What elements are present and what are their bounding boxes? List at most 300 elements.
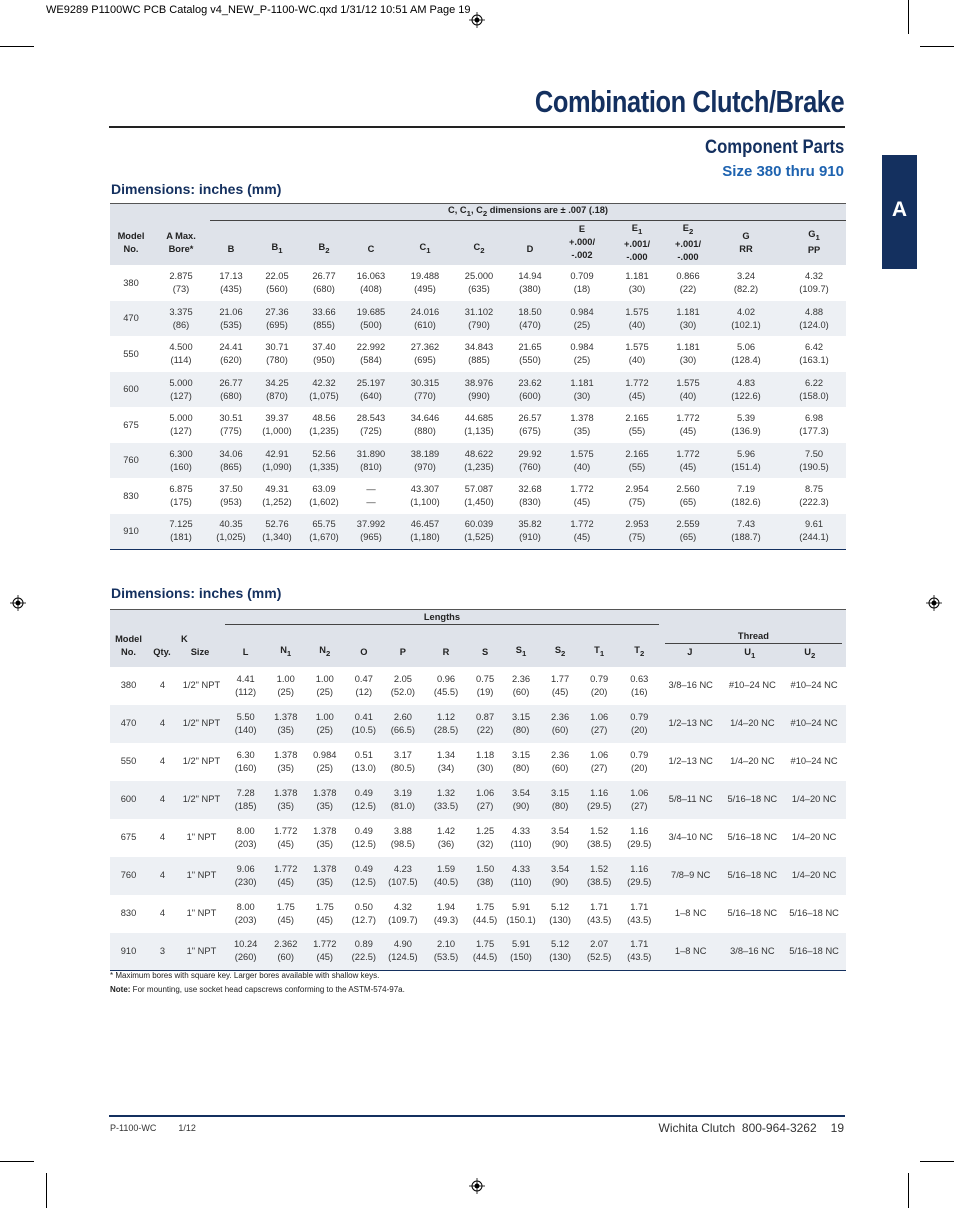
value-mm: (158.0) — [799, 390, 829, 401]
value-inch: 1.77 — [551, 673, 570, 684]
value-mm: (953) — [220, 497, 242, 508]
table-cell: 910 — [110, 933, 147, 971]
col-u2: $U_2$ — [804, 646, 816, 660]
table-cell — [504, 336, 556, 372]
value-inch: 33.66 — [312, 306, 336, 317]
table-cell — [579, 933, 620, 971]
value-inch: 0.49 — [354, 787, 373, 798]
table-cell — [454, 336, 504, 372]
table-cell: 1/4–20 NC — [791, 832, 837, 842]
table-cell — [470, 857, 501, 895]
value-mm: (28.5) — [433, 724, 459, 735]
value-inch: 1.25 — [476, 825, 495, 836]
value-mm: (151.4) — [731, 461, 761, 472]
value-inch: 2.07 — [590, 939, 609, 950]
value-mm: (102.1) — [731, 319, 761, 330]
col-e1: $E_1$ +.001/ -.000 — [608, 220, 666, 265]
table-cell — [542, 895, 579, 933]
value-inch: 34.25 — [265, 377, 289, 388]
table-cell: 830 — [120, 908, 137, 918]
table-cell — [152, 407, 210, 443]
table-cell — [710, 478, 782, 514]
value-mm: (90) — [551, 838, 569, 849]
value-inch: 4.33 — [511, 863, 531, 874]
table-row — [110, 372, 846, 408]
table-cell — [710, 336, 782, 372]
table-cell — [470, 705, 501, 743]
crop-mark — [908, 1173, 909, 1208]
value-mm: (75) — [628, 497, 646, 508]
table-cell: 760 — [110, 857, 147, 895]
value-inch: 1.575 — [625, 306, 649, 317]
value-mm: (1,090) — [262, 461, 292, 472]
col-c: C — [346, 220, 396, 265]
table-cell — [252, 265, 302, 301]
table-cell — [305, 705, 344, 743]
value-inch: 4.02 — [736, 306, 756, 317]
table-cell — [608, 478, 666, 514]
value-mm: (990) — [468, 390, 490, 401]
col-qty: Qty. — [153, 646, 171, 657]
value-mm: (20) — [590, 686, 608, 697]
value-mm: (640) — [360, 390, 382, 401]
table-cell — [346, 265, 396, 301]
table-row — [110, 705, 846, 743]
table-cell: 3/8–16 NC — [723, 933, 783, 971]
value-mm: (1,235) — [464, 461, 494, 472]
value-inch: 0.75 — [476, 673, 495, 684]
table-cell: 5/16–18 NC — [723, 857, 783, 895]
table-cell — [710, 514, 782, 550]
value-mm: (27) — [476, 800, 494, 811]
table-cell: 7/8–9 NC — [659, 857, 723, 895]
value-mm: (22) — [679, 284, 697, 295]
table-cell — [454, 443, 504, 479]
table-cell: 1–8 NC — [674, 908, 707, 918]
table-cell — [470, 781, 501, 819]
size-range: Size 380 thru 910 — [722, 163, 844, 180]
table-cell — [422, 705, 469, 743]
value-mm: (45) — [628, 390, 646, 401]
table-cell — [152, 478, 210, 514]
value-mm: (12.7) — [351, 914, 376, 925]
value-mm: (1,670) — [309, 532, 339, 543]
print-slug: WE9289 P1100WC PCB Catalog v4_NEW_P-1100-WC.qxd 1/31/12 10:51 AM Page 19 — [46, 4, 471, 16]
table-cell: 1/2" NPT — [182, 756, 221, 766]
value-inch: 30.315 — [410, 377, 440, 388]
table-cell — [422, 667, 469, 705]
value-inch: 52.76 — [265, 519, 289, 530]
value-mm: (163.1) — [799, 355, 829, 366]
table-cell — [225, 819, 266, 857]
table-cell — [470, 667, 501, 705]
value-inch: 4.41 — [236, 673, 255, 684]
table-cell: 4 — [159, 756, 165, 766]
col-u1: $U_1$ — [744, 646, 756, 660]
value-mm: (55) — [628, 426, 646, 437]
value-mm: (970) — [414, 461, 436, 472]
value-inch: 4.83 — [736, 377, 756, 388]
value-inch: 25.197 — [356, 377, 386, 388]
value-mm: (965) — [360, 532, 382, 543]
value-mm: (1,180) — [410, 532, 440, 543]
value-mm: (12.5) — [351, 876, 376, 887]
value-mm: (52.5) — [587, 952, 612, 963]
table-cell — [344, 857, 383, 895]
table-cell — [422, 781, 469, 819]
value-inch: 9.06 — [236, 863, 255, 874]
value-mm: (695) — [414, 355, 436, 366]
value-mm: (408) — [360, 284, 382, 295]
value-mm: (60) — [277, 952, 294, 963]
value-mm: (260) — [234, 952, 257, 963]
table-cell — [210, 372, 252, 408]
value-mm: (90) — [512, 800, 530, 811]
value-inch: 6.42 — [804, 342, 824, 353]
table-cell — [346, 336, 396, 372]
table-cell: 5/16–18 NC — [782, 933, 846, 971]
value-mm: (30) — [679, 355, 697, 366]
value-mm: (560) — [266, 284, 288, 295]
value-inch: 6.300 — [169, 448, 193, 459]
table-cell — [620, 667, 659, 705]
value-inch: 16.063 — [356, 271, 386, 282]
table-cell — [556, 372, 608, 408]
value-inch: 0.89 — [354, 939, 373, 950]
value-mm: (112) — [235, 686, 257, 697]
table-cell — [266, 667, 305, 705]
value-inch: 0.87 — [476, 711, 495, 722]
value-inch: 6.875 — [169, 484, 193, 495]
table-cell: 675 — [120, 832, 137, 842]
value-mm: (775) — [220, 426, 242, 437]
value-mm: (130) — [549, 952, 571, 963]
table-cell — [252, 301, 302, 337]
table-cell — [556, 478, 608, 514]
value-mm: (1,025) — [216, 532, 246, 543]
value-mm: (25) — [316, 686, 334, 697]
table-cell: 5/8–11 NC — [659, 781, 723, 819]
crop-mark — [46, 1173, 47, 1208]
table-cell — [422, 743, 469, 781]
value-inch: 1.50 — [476, 863, 495, 874]
table-cell — [454, 372, 504, 408]
table-cell: 550 — [120, 756, 137, 766]
value-mm: (45) — [277, 838, 294, 849]
value-mm: (695) — [266, 319, 288, 330]
value-mm: (52.0) — [390, 686, 416, 697]
value-mm: (19) — [476, 686, 494, 697]
value-inch: 0.63 — [630, 673, 649, 684]
value-mm: (44.5) — [472, 952, 498, 963]
table-cell: 4 — [159, 680, 165, 690]
value-inch: 1.12 — [436, 711, 456, 722]
footer-left — [110, 1123, 218, 1133]
table-cell — [305, 819, 344, 857]
value-mm: (30) — [628, 284, 646, 295]
value-inch: 1.06 — [630, 787, 649, 798]
table-cell: 600 — [110, 372, 152, 408]
table-row — [110, 781, 846, 819]
value-inch: 2.10 — [436, 939, 456, 950]
table-cell — [266, 705, 305, 743]
page-subtitle: Component Parts — [704, 137, 844, 158]
table-cell — [422, 895, 469, 933]
table-cell: 5/16–18 NC — [727, 908, 778, 918]
col-p: P — [383, 625, 422, 667]
value-inch: 1.75 — [476, 901, 495, 912]
table-cell — [470, 895, 501, 933]
value-mm: (600) — [519, 390, 541, 401]
value-inch: 1.772 — [676, 448, 700, 459]
value-mm: (110) — [510, 838, 532, 849]
value-inch: 5.91 — [511, 901, 531, 912]
value-inch: 21.06 — [219, 306, 243, 317]
value-inch: 42.91 — [265, 448, 289, 459]
table-cell — [210, 443, 252, 479]
value-inch: 19.488 — [410, 271, 440, 282]
table-cell — [383, 819, 422, 857]
table-cell — [710, 301, 782, 337]
value-inch: 5.96 — [736, 448, 756, 459]
table-cell — [782, 443, 846, 479]
value-mm: (635) — [468, 284, 490, 295]
table-row — [110, 407, 846, 443]
table2-section-title: Dimensions: inches (mm) — [111, 585, 282, 601]
table-cell — [422, 819, 469, 857]
value-inch: 26.77 — [312, 271, 336, 282]
value-mm: (45) — [316, 914, 334, 925]
col-l: L — [225, 625, 266, 667]
value-inch: 27.362 — [410, 342, 440, 353]
table-cell: 830 — [123, 490, 139, 501]
col-t2: $T_2$ — [620, 625, 659, 667]
value-inch: 0.49 — [354, 863, 373, 874]
value-inch: 27.36 — [265, 306, 289, 317]
value-inch: 1.75 — [476, 939, 495, 950]
value-mm: (203) — [234, 914, 257, 925]
table-cell — [210, 478, 252, 514]
table-cell: 3/4–10 NC — [668, 832, 713, 842]
value-inch: 2.165 — [625, 413, 649, 424]
value-mm: (27) — [590, 762, 608, 773]
value-mm: (86) — [172, 319, 190, 330]
value-inch: 0.51 — [354, 749, 373, 760]
crop-mark — [920, 46, 954, 47]
value-mm: (470) — [519, 319, 541, 330]
table-cell — [556, 301, 608, 337]
value-inch: 37.40 — [312, 342, 336, 353]
table-cell — [782, 372, 846, 408]
value-inch: 1.94 — [436, 901, 456, 912]
catalog-code: P-1100-WC — [110, 1123, 157, 1133]
table-cell — [152, 443, 210, 479]
value-inch: 35.82 — [518, 519, 542, 530]
col-b1: $B_1$ — [252, 220, 302, 265]
table-row — [110, 443, 846, 479]
table-cell — [225, 895, 266, 933]
value-inch: 8.00 — [236, 901, 255, 912]
value-inch: 7.125 — [169, 519, 193, 530]
value-inch: 1.06 — [590, 749, 609, 760]
value-mm: (45) — [277, 914, 294, 925]
value-mm: (810) — [360, 461, 382, 472]
value-inch: 5.06 — [736, 342, 756, 353]
thread-group-header: Thread — [665, 630, 842, 644]
table-cell — [422, 857, 469, 895]
value-mm: (1,525) — [464, 532, 494, 543]
value-mm: (32) — [476, 838, 494, 849]
table-cell — [782, 478, 846, 514]
value-mm: (1,602) — [309, 497, 339, 508]
value-inch: 34.646 — [410, 413, 440, 424]
table-cell: 1/4–20 NC — [782, 781, 846, 819]
value-mm: (30) — [476, 762, 494, 773]
col-g: G RR — [710, 220, 782, 265]
table-cell: 380 — [120, 680, 137, 690]
value-mm: (870) — [266, 390, 288, 401]
table-cell: 1" NPT — [178, 857, 225, 895]
value-inch: 1.06 — [590, 711, 609, 722]
col-s1: $S_1$ — [500, 625, 541, 667]
table-cell — [579, 743, 620, 781]
table-cell — [470, 743, 501, 781]
footer-right — [659, 1121, 844, 1135]
col-b: B — [210, 220, 252, 265]
table-cell — [504, 478, 556, 514]
table-cell — [504, 372, 556, 408]
table-cell — [383, 895, 422, 933]
table-cell — [542, 933, 579, 971]
value-inch: 19.685 — [356, 306, 386, 317]
value-inch: 26.77 — [219, 377, 243, 388]
value-mm: (13.0) — [351, 762, 376, 773]
value-inch: 0.50 — [354, 901, 373, 912]
table-cell — [344, 667, 383, 705]
value-inch: 24.41 — [219, 342, 243, 353]
value-inch: 1.772 — [570, 484, 594, 495]
value-inch: 1.16 — [590, 787, 609, 798]
value-mm: (620) — [220, 355, 242, 366]
value-mm: (177.3) — [799, 426, 829, 437]
table-cell — [396, 265, 454, 301]
value-mm: (35) — [316, 876, 334, 887]
value-inch: 1.18 — [476, 749, 495, 760]
value-inch: 3.17 — [393, 749, 412, 760]
value-inch: 1.06 — [476, 787, 495, 798]
table-cell: 470 — [110, 301, 152, 337]
phone-number: 800-964-3262 — [741, 1121, 817, 1135]
table-cell — [710, 372, 782, 408]
dimensions-table-1 — [110, 203, 846, 550]
value-inch: 4.33 — [511, 825, 531, 836]
table-cell — [556, 336, 608, 372]
table-cell — [266, 781, 305, 819]
value-inch: 1.00 — [276, 673, 295, 684]
value-mm: (130) — [549, 914, 571, 925]
value-mm: (35) — [277, 762, 294, 773]
value-inch: 0.79 — [630, 711, 649, 722]
k-group-header: K — [181, 633, 188, 644]
value-mm: (36) — [437, 838, 455, 849]
table-cell — [252, 336, 302, 372]
table-cell — [782, 514, 846, 550]
table-cell — [454, 301, 504, 337]
crop-mark — [920, 1161, 954, 1162]
table-cell — [782, 265, 846, 301]
value-mm: (584) — [360, 355, 382, 366]
table-row — [110, 265, 846, 301]
value-inch: 39.37 — [265, 413, 289, 424]
table-cell: 5/16–18 NC — [723, 781, 783, 819]
table-cell — [504, 265, 556, 301]
registration-mark-icon — [926, 595, 942, 611]
value-mm: (550) — [519, 355, 541, 366]
value-inch: 0.79 — [590, 673, 609, 684]
value-mm: (230) — [234, 876, 257, 887]
value-inch: 14.94 — [518, 271, 542, 282]
value-inch: 7.43 — [736, 519, 756, 530]
col-j: J — [687, 646, 693, 657]
value-inch: 31.102 — [464, 306, 494, 317]
value-mm: (500) — [360, 319, 382, 330]
table-cell — [210, 336, 252, 372]
table-cell — [346, 407, 396, 443]
value-inch: 1.378 — [570, 413, 594, 424]
value-mm: (680) — [220, 390, 242, 401]
value-mm: (1,135) — [464, 426, 494, 437]
table-cell — [305, 667, 344, 705]
value-mm: (38.5) — [587, 876, 612, 887]
value-mm: (150.1) — [506, 914, 536, 925]
value-inch: 1.378 — [313, 863, 337, 874]
table-cell: #10–24 NC — [728, 680, 776, 690]
value-mm: (1,252) — [262, 497, 292, 508]
value-mm: (107.5) — [388, 876, 418, 887]
value-inch: 37.992 — [356, 519, 386, 530]
table-cell: 675 — [123, 419, 139, 430]
value-inch: 1.378 — [274, 787, 298, 798]
value-mm: (40) — [679, 390, 697, 401]
table-cell — [542, 743, 579, 781]
value-inch: 2.953 — [625, 519, 649, 530]
col-n1: $N_1$ — [266, 625, 305, 667]
value-inch: 48.56 — [312, 413, 336, 424]
table-cell — [504, 301, 556, 337]
table-cell — [252, 407, 302, 443]
value-mm: (127) — [170, 390, 192, 401]
value-inch: 48.622 — [464, 448, 494, 459]
value-mm: (98.5) — [390, 838, 416, 849]
dimensions-table-2 — [110, 609, 846, 971]
value-mm: (33.5) — [433, 800, 459, 811]
table-cell — [266, 933, 305, 971]
table-cell — [608, 265, 666, 301]
value-mm: (82.2) — [733, 284, 759, 295]
table-cell — [782, 407, 846, 443]
crop-mark — [0, 1161, 34, 1162]
value-mm: (29.5) — [587, 800, 612, 811]
value-inch: 1.181 — [570, 377, 594, 388]
value-mm: (53.5) — [433, 952, 459, 963]
value-inch: 3.15 — [511, 749, 531, 760]
value-mm: (25) — [316, 724, 334, 735]
value-inch: 8.75 — [804, 484, 824, 495]
value-mm: (18) — [573, 284, 591, 295]
value-inch: 43.307 — [410, 484, 440, 495]
table-cell — [210, 301, 252, 337]
crop-mark — [908, 0, 909, 34]
